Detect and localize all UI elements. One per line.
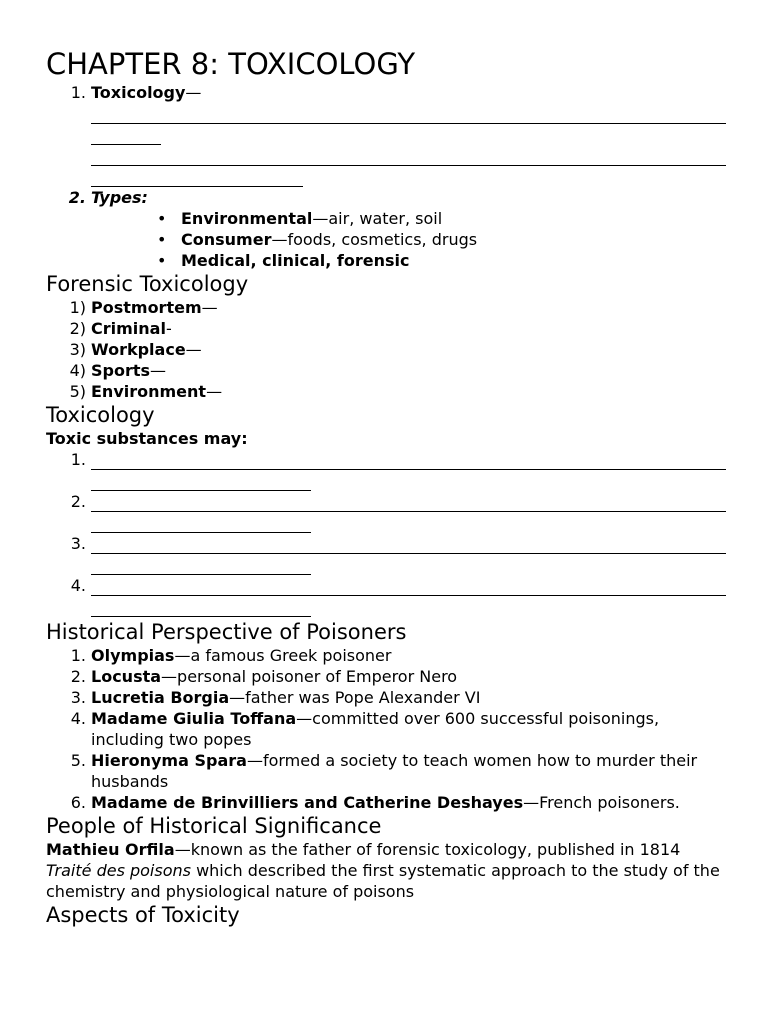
term: Toxicology — [91, 83, 186, 102]
types-label: Types: — [91, 188, 148, 207]
item-number: 4) — [69, 361, 86, 380]
answer-blank[interactable] — [91, 596, 311, 617]
item-number: 1. — [70, 450, 86, 469]
answer-blank[interactable] — [91, 470, 311, 491]
term-dash: - — [165, 319, 172, 338]
term-detail: —formed a society to teach women how to murder their husbands — [91, 751, 698, 791]
item-number: 2) — [69, 319, 86, 338]
item-number: 5. — [70, 751, 86, 770]
answer-blank[interactable] — [91, 575, 726, 596]
blank-list-item — [46, 533, 726, 575]
list-item — [46, 687, 726, 708]
section-heading-historical: Historical Perspective of Poisoners — [46, 620, 407, 644]
bullet-icon: • — [157, 230, 167, 249]
term-detail: —air, water, soil — [312, 209, 443, 228]
term-detail: —committed over 600 successful poisonings, including two popes — [91, 709, 660, 749]
term: Environmental — [181, 209, 313, 228]
item-number: 6. — [70, 793, 86, 812]
term: Sports — [91, 361, 151, 380]
answer-blank[interactable] — [91, 449, 726, 470]
chapter-title: CHAPTER 8: TOXICOLOGY — [46, 47, 416, 81]
term-dash: — — [201, 298, 218, 317]
section-heading-people: People of Historical Significance — [46, 814, 382, 838]
list-item — [46, 645, 726, 666]
person-name: Mathieu Orfila — [46, 840, 175, 859]
type-bullet-item — [46, 229, 726, 250]
term-detail: —a famous Greek poisoner — [174, 646, 392, 665]
item-number: 2. — [70, 492, 86, 511]
answer-blank[interactable] — [91, 166, 303, 187]
term-detail: —personal poisoner of Emperor Nero — [161, 667, 458, 686]
item-number: 1. — [70, 646, 86, 665]
list-item — [46, 297, 726, 318]
term-dash: — — [150, 361, 167, 380]
answer-blank[interactable] — [91, 512, 311, 533]
term-detail: —father was Pope Alexander VI — [229, 688, 481, 707]
answer-blank[interactable] — [91, 491, 726, 512]
item-number: 3. — [70, 534, 86, 553]
item-number: 2. — [70, 667, 86, 686]
item-number: 4. — [70, 709, 86, 728]
term: Consumer — [181, 230, 272, 249]
book-title: Traité des poisons — [46, 861, 191, 880]
worksheet-page — [46, 46, 726, 928]
blank-list-item — [46, 575, 726, 617]
section-heading-toxicology: Toxicology — [46, 403, 155, 427]
type-bullet-item — [46, 208, 726, 229]
term: Environment — [91, 382, 207, 401]
term-detail: —foods, cosmetics, drugs — [271, 230, 478, 249]
item-number: 5) — [69, 382, 86, 401]
type-bullet-item — [46, 250, 726, 271]
term: Criminal — [91, 319, 166, 338]
orfila-paragraph — [46, 839, 726, 902]
bullet-icon: • — [157, 209, 167, 228]
answer-blank[interactable] — [91, 145, 726, 166]
term-dash: — — [185, 340, 202, 359]
answer-blank[interactable] — [91, 533, 726, 554]
term-dash: — — [206, 382, 223, 401]
term: Olympias — [91, 646, 175, 665]
term: Workplace — [91, 340, 186, 359]
section-heading-aspects: Aspects of Toxicity — [46, 903, 240, 927]
list-item — [46, 792, 726, 813]
term: Madame Giulia Toffana — [91, 709, 297, 728]
item-number: 3. — [70, 688, 86, 707]
blank-list-item — [46, 491, 726, 533]
item-number: 2. — [68, 188, 86, 207]
answer-blank[interactable] — [91, 554, 311, 575]
list-item — [46, 360, 726, 381]
term: Locusta — [91, 667, 162, 686]
list-item — [46, 318, 726, 339]
types-item — [46, 187, 726, 208]
list-item — [46, 381, 726, 402]
paragraph-text: which described the first systematic approach to the study of the chemistry and physiological nature of poisons — [46, 861, 720, 901]
bullet-icon: • — [157, 251, 167, 270]
list-item — [46, 750, 726, 792]
term: Medical, clinical, forensic — [181, 251, 410, 270]
list-item — [46, 339, 726, 360]
term: Madame de Brinvilliers and Catherine Deshayes — [91, 793, 524, 812]
term: Lucretia Borgia — [91, 688, 230, 707]
term-dash: — — [185, 83, 202, 102]
term-detail: —French poisoners. — [523, 793, 680, 812]
section-heading-forensic: Forensic Toxicology — [46, 272, 249, 296]
term: Postmortem — [91, 298, 202, 317]
subheading-toxic-substances: Toxic substances may: — [46, 429, 248, 448]
blank-list-item — [46, 449, 726, 491]
item-number: 3) — [69, 340, 86, 359]
answer-blank[interactable] — [91, 124, 161, 145]
paragraph-text: —known as the father of forensic toxicology, published in 1814 — [174, 840, 681, 859]
item-number: 4. — [70, 576, 86, 595]
item-number: 1) — [69, 298, 86, 317]
definition-item-toxicology — [46, 82, 726, 187]
term: Hieronyma Spara — [91, 751, 247, 770]
list-item — [46, 708, 726, 750]
answer-blank[interactable] — [91, 103, 726, 124]
item-number: 1. — [70, 83, 86, 102]
list-item — [46, 666, 726, 687]
